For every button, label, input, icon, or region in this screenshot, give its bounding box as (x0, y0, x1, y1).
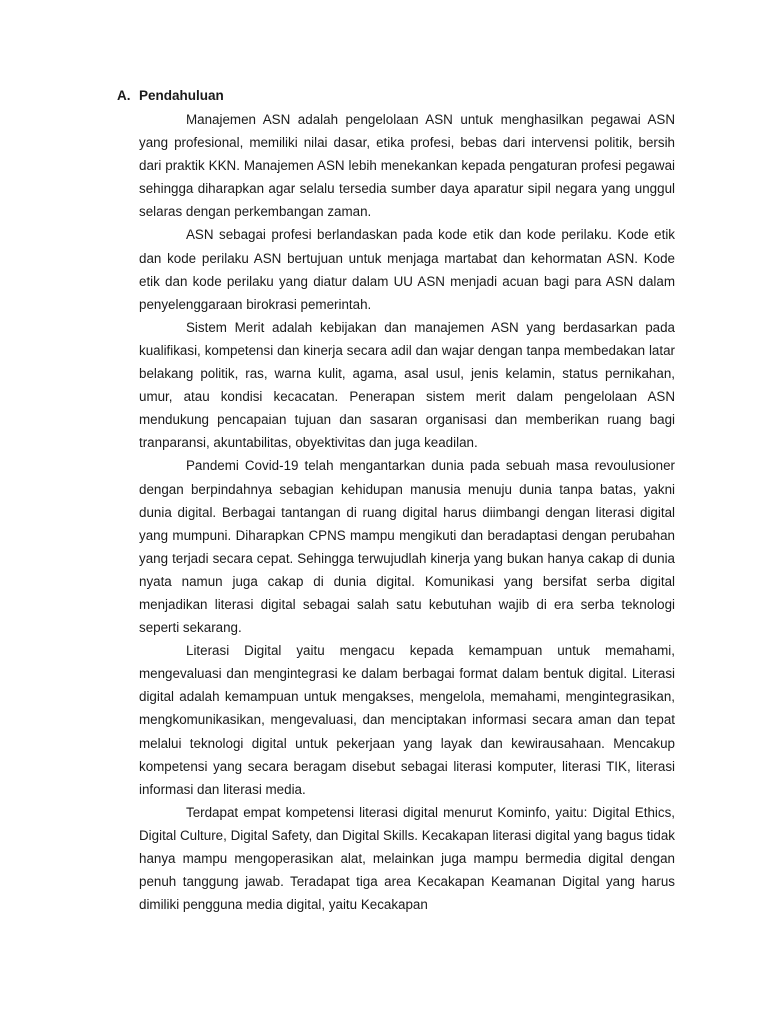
body-text (139, 108, 675, 916)
paragraph-literasi-digital: Literasi Digital yaitu mengacu kepada kemampuan untuk memahami, mengevaluasi dan mengintegrasi ke dalam berbagai format dalam bentuk digital. Literasi digital adalah kemampuan untuk mengakses, mengelola, memahami, mengintegrasikan, mengkomunikasikan, mengevaluasi, dan menciptakan informasi secara aman dan tepat melalui teknologi digital untuk pekerjaan yang layak dan kewirausahaan. Mencakup kompetensi yang secara beragam disebut sebagai literasi komputer, literasi TIK, literasi informasi dan literasi media. (139, 643, 675, 797)
paragraph-manajemen-asn: Manajemen ASN adalah pengelolaan ASN untuk menghasilkan pegawai ASN yang profesional, memiliki nilai dasar, etika profesi, bebas dari intervensi politik, bersih dari praktik KKN. Manajemen ASN lebih menekankan kepada pengaturan profesi pegawai sehingga diharapkan agar selalu tersedia sumber daya aparatur sipil negara yang unggul selaras dengan perkembangan zaman. (139, 112, 675, 220)
section-marker: A. (117, 88, 131, 103)
paragraph-pandemi: Pandemi Covid-19 telah mengantarkan dunia pada sebuah masa revoulusioner dengan berpindahnya sebagian kehidupan manusia menuju dunia tanpa batas, yakni dunia digital. Berbagai tantangan di ruang digital harus diimbangi dengan literasi digital yang mumpuni. Diharapkan CPNS mampu mengikuti dan beradaptasi dengan perubahan yang terjadi secara cepat. Sehingga terwujudlah kinerja yang bukan hanya cakap di dunia nyata namun juga cakap di dunia digital. Komunikasi yang bersifat serba digital menjadikan literasi digital sebagai salah satu kebutuhan wajib di era serba teknologi seperti sekarang. (139, 458, 675, 636)
paragraph-sistem-merit: Sistem Merit adalah kebijakan dan manajemen ASN yang berdasarkan pada kualifikasi, kompetensi dan kinerja secara adil dan wajar dengan tanpa membedakan latar belakang politik, ras, warna kulit, agama, asal usul, jenis kelamin, status pernikahan, umur, atau kondisi kecacatan. Penerapan sistem merit dalam pengelolaan ASN mendukung pencapaian tujuan dan sasaran organisasi dan memberikan ruang bagi tranparansi, akuntabilitas, obyektivitas dan juga keadilan. (139, 319, 675, 451)
paragraph-kompetensi: Terdapat empat kompetensi literasi digital menurut Kominfo, yaitu: Digital Ethics, Digital Culture, Digital Safety, dan Digital Skills. Kecakapan literasi digital yang bagus tidak hanya mampu mengoperasikan alat, melainkan juga mampu bermedia digital dengan penuh tanggung jawab. Teradapat tiga area Kecakapan Keamanan Digital yang harus dimiliki pengguna media digital, yaitu Kecakapan (139, 804, 675, 913)
section-heading (117, 86, 224, 106)
section-title: Pendahuluan (139, 88, 224, 103)
paragraph-kode-etik: ASN sebagai profesi berlandaskan pada kode etik dan kode perilaku. Kode etik dan kode perilaku ASN bertujuan untuk menjaga martabat dan kehormatan ASN. Kode etik dan kode perilaku yang diatur dalam UU ASN menjadi acuan bagi para ASN dalam penyelenggaraan birokrasi pemerintah. (139, 227, 675, 312)
